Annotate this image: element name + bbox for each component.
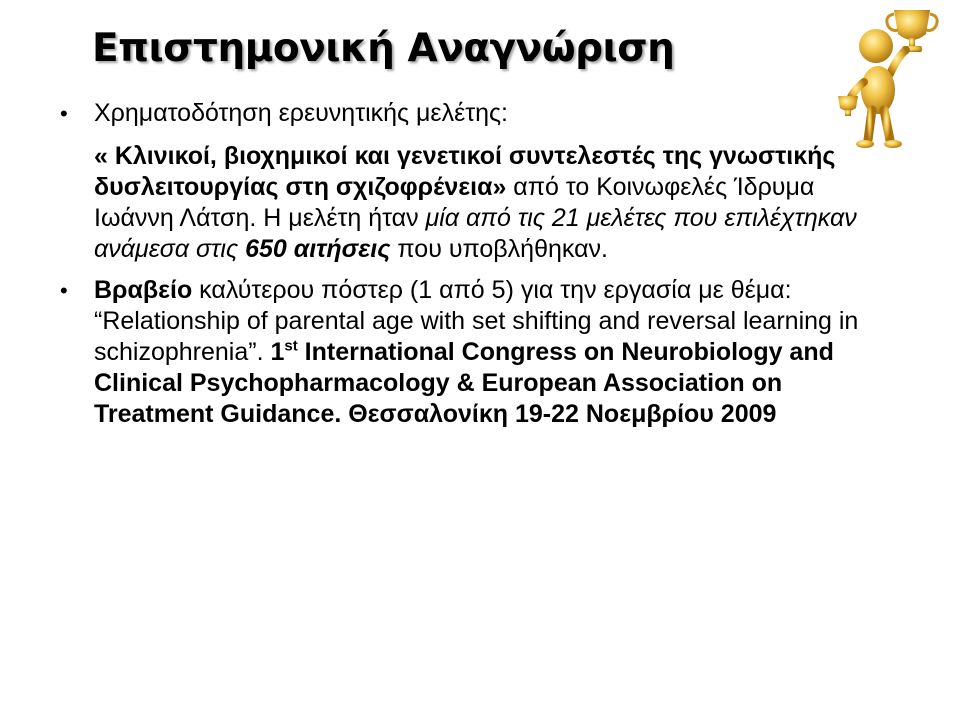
congress-name: International Congress on Neurobiology and Clinical Psychopharmacology & European Association on Treatment Guidance. Θεσσαλονίκη 19-22 Νοεμβρίου 2009 bbox=[94, 338, 834, 428]
bullet-item-funding bbox=[60, 98, 890, 265]
bullet-icon: • bbox=[60, 278, 68, 303]
funding-heading: Χρηματοδότηση ερευνητικής μελέτης: bbox=[94, 99, 508, 127]
funding-text-1: από το Κοινωφελές Ίδρυμα Ιωάννη Λάτση. Η μελέτη ήταν bbox=[94, 173, 815, 232]
award-label: Βραβείο bbox=[94, 276, 193, 304]
funding-text-2: που υποβλήθηκαν. bbox=[390, 235, 608, 263]
award-text: καλύτερου πόστερ (1 από 5) για την εργασία με θέμα: “Relationship of parental age with set shifting and reversal learning in schizophrenia”. bbox=[94, 276, 859, 366]
bullet-item-award bbox=[60, 275, 890, 430]
congress-number: 1 bbox=[270, 338, 285, 366]
funding-italic-text: μία από τις 21 μελέτες που επιλέχτηκαν ανάμεσα στις bbox=[94, 204, 857, 263]
slide-title: Επιστημονική Αναγνώριση bbox=[92, 26, 675, 71]
award-description bbox=[94, 275, 890, 430]
funding-description bbox=[94, 141, 890, 265]
congress-ordinal-suffix: st bbox=[284, 337, 298, 355]
slide-content bbox=[60, 98, 890, 430]
study-title-quote: « Κλινικοί, βιοχημικοί και γενετικοί συντελεστές της γνωστικής δυσλειτουργίας στη σχιζοφρένεια» bbox=[94, 142, 836, 201]
applications-count: 650 αιτήσεις bbox=[245, 235, 391, 263]
bullet-icon: • bbox=[60, 101, 68, 126]
